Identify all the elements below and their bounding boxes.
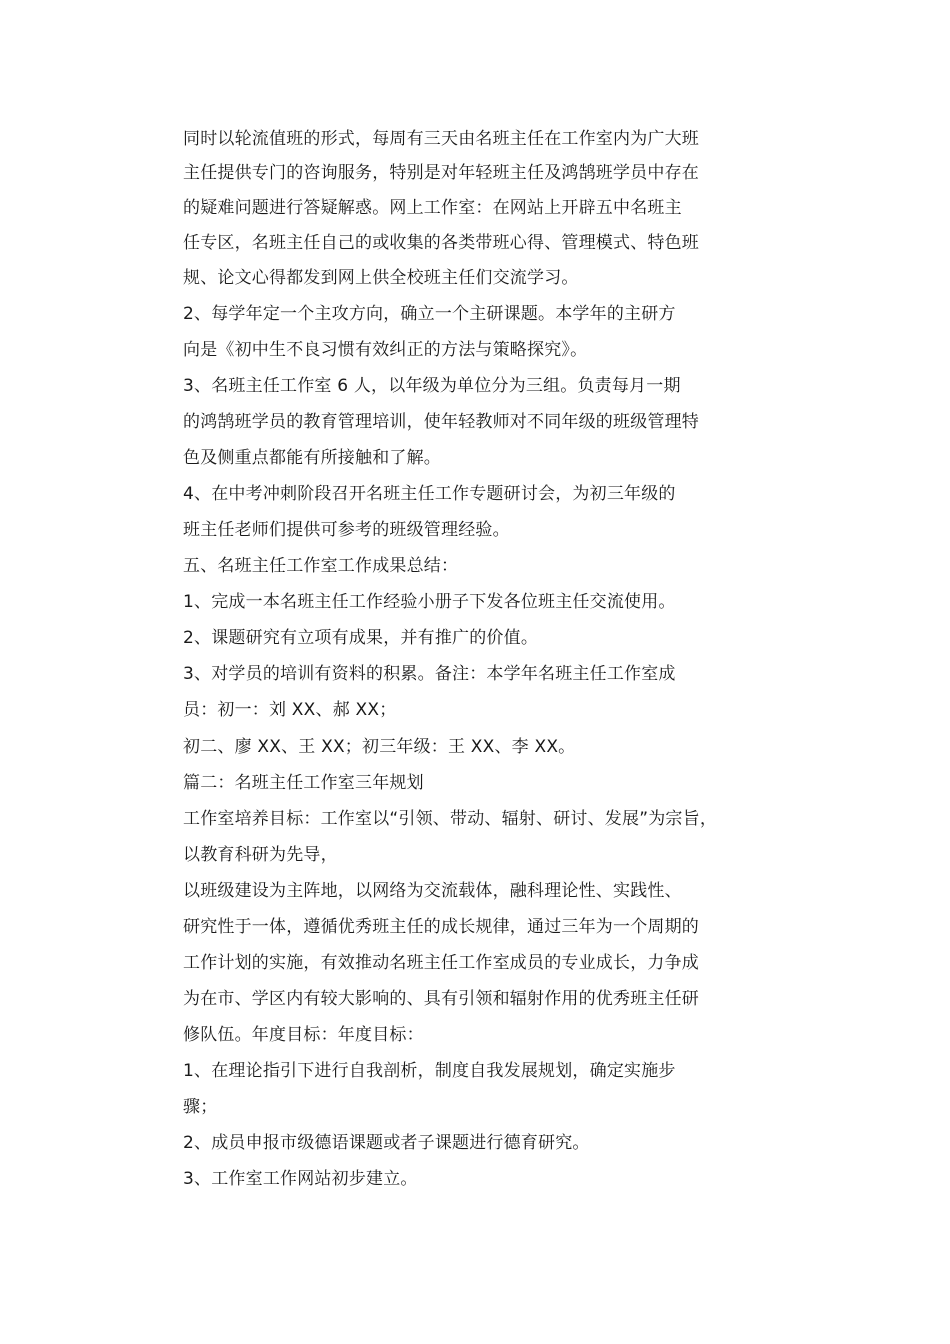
text-line: 4、在中考冲刺阶段召开名班主任工作专题研讨会，为初三年级的 [183, 484, 676, 504]
text-line: 规、论文心得都发到网上供全校班主任们交流学习。 [183, 268, 579, 288]
text-line: 同时以轮流值班的形式，每周有三天由名班主任在工作室内为广大班 [183, 129, 699, 149]
text-line: 主任提供专门的咨询服务，特别是对年轻班主任及鸿鹄班学员中存在 [183, 163, 699, 183]
text-line: 工作计划的实施，有效推动名班主任工作室成员的专业成长，力争成 [183, 953, 699, 973]
section-heading: 篇二：名班主任工作室三年规划 [183, 773, 424, 793]
text-line: 骤； [183, 1097, 218, 1117]
text-line: 1、完成一本名班主任工作经验小册子下发各位班主任交流使用。 [183, 592, 676, 612]
text-line: 修队伍。年度目标：年度目标： [183, 1025, 424, 1045]
text-line: 3、对学员的培训有资料的积累。备注：本学年名班主任工作室成 [183, 664, 676, 684]
text-line: 色及侧重点都能有所接触和了解。 [183, 448, 441, 468]
text-line: 研究性于一体，遵循优秀班主任的成长规律，通过三年为一个周期的 [183, 917, 699, 937]
text-line: 2、课题研究有立项有成果，并有推广的价值。 [183, 628, 539, 648]
text-line: 班主任老师们提供可参考的班级管理经验。 [183, 520, 510, 540]
text-line: 3、工作室工作网站初步建立。 [183, 1169, 418, 1189]
text-line: 的疑难问题进行答疑解惑。网上工作室：在网站上开辟五中名班主 [183, 198, 682, 218]
text-line: 3、名班主任工作室 6 人，以年级为单位分为三组。负责每月一期 [183, 376, 681, 396]
text-line: 1、在理论指引下进行自我剖析，制度自我发展规划，确定实施步 [183, 1061, 676, 1081]
text-line: 以教育科研为先导， [183, 845, 338, 865]
text-line: 任专区，名班主任自己的或收集的各类带班心得、管理模式、特色班 [183, 233, 699, 253]
text-line: 以班级建设为主阵地，以网络为交流载体，融科理论性、实践性、 [183, 881, 682, 901]
text-line: 初二、廖 XX、王 XX；初三年级：王 XX、李 XX。 [183, 737, 576, 757]
text-line: 为在市、学区内有较大影响的、具有引领和辐射作用的优秀班主任研 [183, 989, 699, 1009]
text-line: 2、每学年定一个主攻方向，确立一个主研课题。本学年的主研方 [183, 304, 676, 324]
section-heading: 五、名班主任工作室工作成果总结： [183, 556, 459, 576]
text-line: 的鸿鹄班学员的教育管理培训，使年轻教师对不同年级的班级管理特 [183, 412, 699, 432]
text-line: 员：初一：刘 XX、郝 XX； [183, 700, 397, 720]
text-line: 工作室培养目标：工作室以“引领、带动、辐射、研讨、发展”为宗旨， [183, 809, 718, 829]
text-line: 向是《初中生不良习惯有效纠正的方法与策略探究》。 [183, 340, 588, 360]
text-line: 2、成员申报市级德语课题或者子课题进行德育研究。 [183, 1133, 590, 1153]
